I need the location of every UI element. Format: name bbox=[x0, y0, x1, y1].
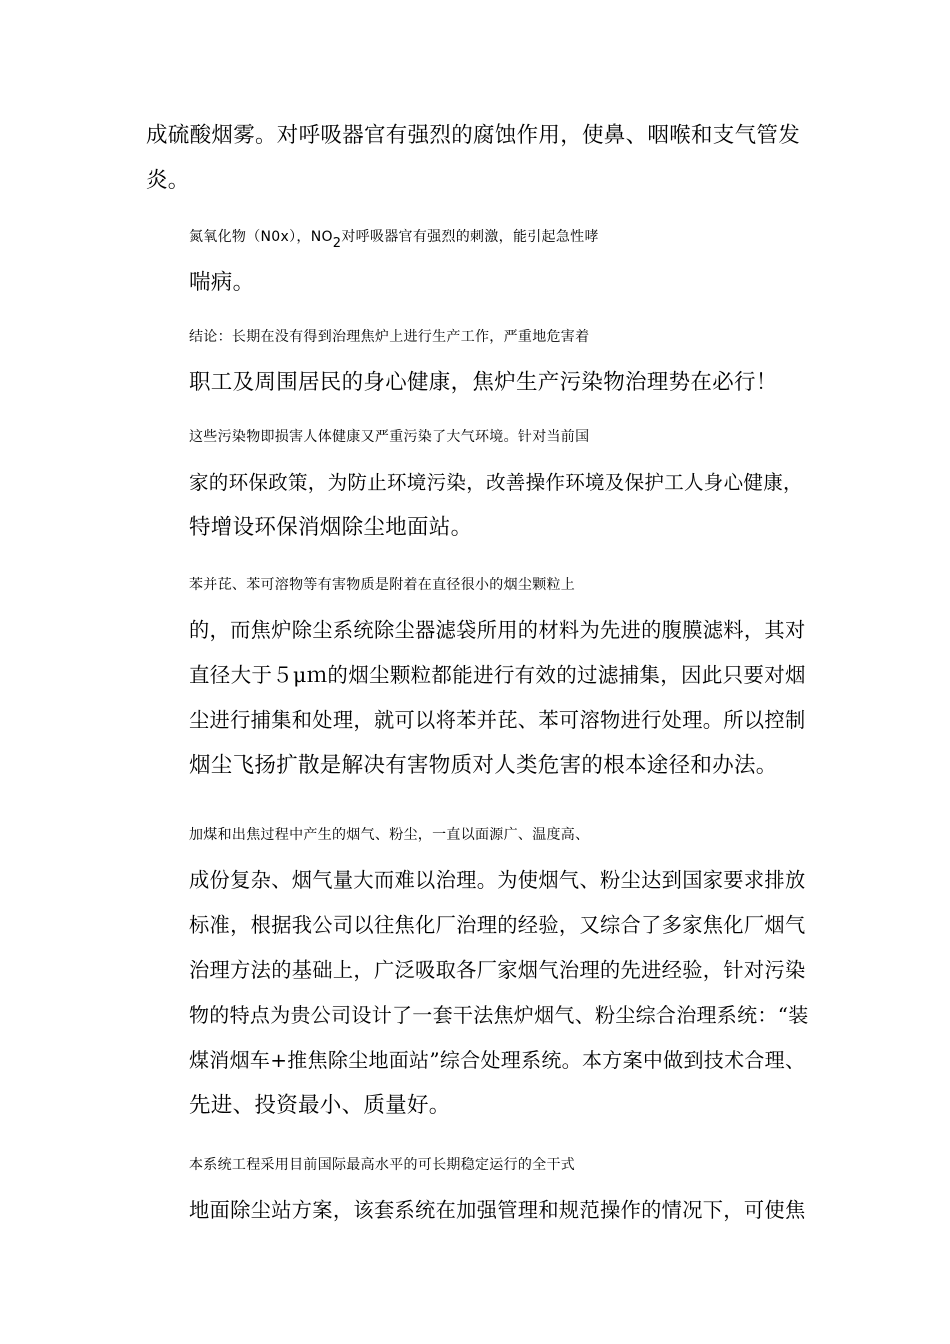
text-line: 喘病。 bbox=[189, 270, 255, 295]
text-line: 地面除尘站方案，该套系统在加强管理和规范操作的情况下，可使焦 bbox=[189, 1198, 806, 1222]
paragraph-environment-policy bbox=[146, 415, 810, 550]
text-line: 特增设环保消烟除尘地面站。 bbox=[189, 515, 473, 540]
paragraph-sulfuric-acid bbox=[146, 113, 810, 203]
text-line: 先进、投资最小、质量好。 bbox=[189, 1093, 451, 1118]
paragraph-coal-charging bbox=[146, 813, 810, 1128]
text-line: 结论：长期在没有得到治理焦炉上进行生产工作，严重地危害着 bbox=[189, 329, 590, 345]
formula-base: NO bbox=[310, 229, 333, 245]
formula-subscript: 2 bbox=[332, 236, 342, 251]
formula-nox: N0x bbox=[260, 229, 290, 245]
text-line: 煤消烟车+推焦除尘地面站”综合处理系统。本方案中做到技术合理、 bbox=[189, 1048, 806, 1072]
text-line: 尘进行捕集和处理，就可以将苯并芘、苯可溶物进行处理。所以控制 bbox=[189, 708, 806, 732]
text-fragment: 氮氧化物（ bbox=[189, 229, 261, 245]
text-line: 职工及周围居民的身心健康，焦炉生产污染物治理势在必行！ bbox=[189, 370, 778, 395]
paragraph-benzopyrene bbox=[146, 563, 810, 788]
text-line bbox=[146, 215, 810, 260]
text-line: 物的特点为贵公司设计了一套干法焦炉烟气、粉尘综合治理系统：“装 bbox=[189, 1003, 809, 1027]
text-line: 的，而焦炉除尘系统除尘器滤袋所用的材料为先进的腹膜滤料，其对 bbox=[189, 618, 806, 642]
paragraph-system-design bbox=[146, 1143, 810, 1233]
text-line: 炎。 bbox=[146, 168, 190, 193]
text-line: 烟尘飞扬扩散是解决有害物质对人类危害的根本途径和办法。 bbox=[189, 753, 778, 778]
paragraph-nitrogen-oxides bbox=[146, 215, 810, 305]
text-line: 治理方法的基础上，广泛吸取各厂家烟气治理的先进经验，针对污染 bbox=[189, 958, 806, 982]
text-fragment: 对呼吸器官有强烈的刺激，能引起急性哮 bbox=[341, 229, 599, 245]
text-line: 标准，根据我公司以往焦化厂治理的经验，又综合了多家焦化厂烟气 bbox=[189, 913, 806, 937]
text-line: 本系统工程采用目前国际最高水平的可长期稳定运行的全干式 bbox=[189, 1157, 576, 1173]
text-line: 加煤和出焦过程中产生的烟气、粉尘，一直以面源广、温度高、 bbox=[189, 827, 590, 843]
text-line: 这些污染物即损害人体健康又严重污染了大气环境。针对当前国 bbox=[189, 429, 590, 445]
text-line: 成份复杂、烟气量大而难以治理。为使烟气、粉尘达到国家要求排放 bbox=[189, 868, 806, 892]
text-fragment: ）， bbox=[289, 229, 311, 245]
text-line: 直径大于５μｍ的烟尘颗粒都能进行有效的过滤捕集，因此只要对烟 bbox=[189, 663, 806, 687]
paragraph-conclusion bbox=[146, 315, 810, 405]
text-line: 家的环保政策，为防止环境污染，改善操作环境及保护工人身心健康， bbox=[189, 471, 803, 494]
text-line: 成硫酸烟雾。对呼吸器官有强烈的腐蚀作用，使鼻、咽喉和支气管发 bbox=[146, 123, 801, 148]
text-line: 苯并芘、苯可溶物等有害物质是附着在直径很小的烟尘颗粒上 bbox=[189, 577, 576, 593]
formula-no2 bbox=[310, 229, 342, 251]
